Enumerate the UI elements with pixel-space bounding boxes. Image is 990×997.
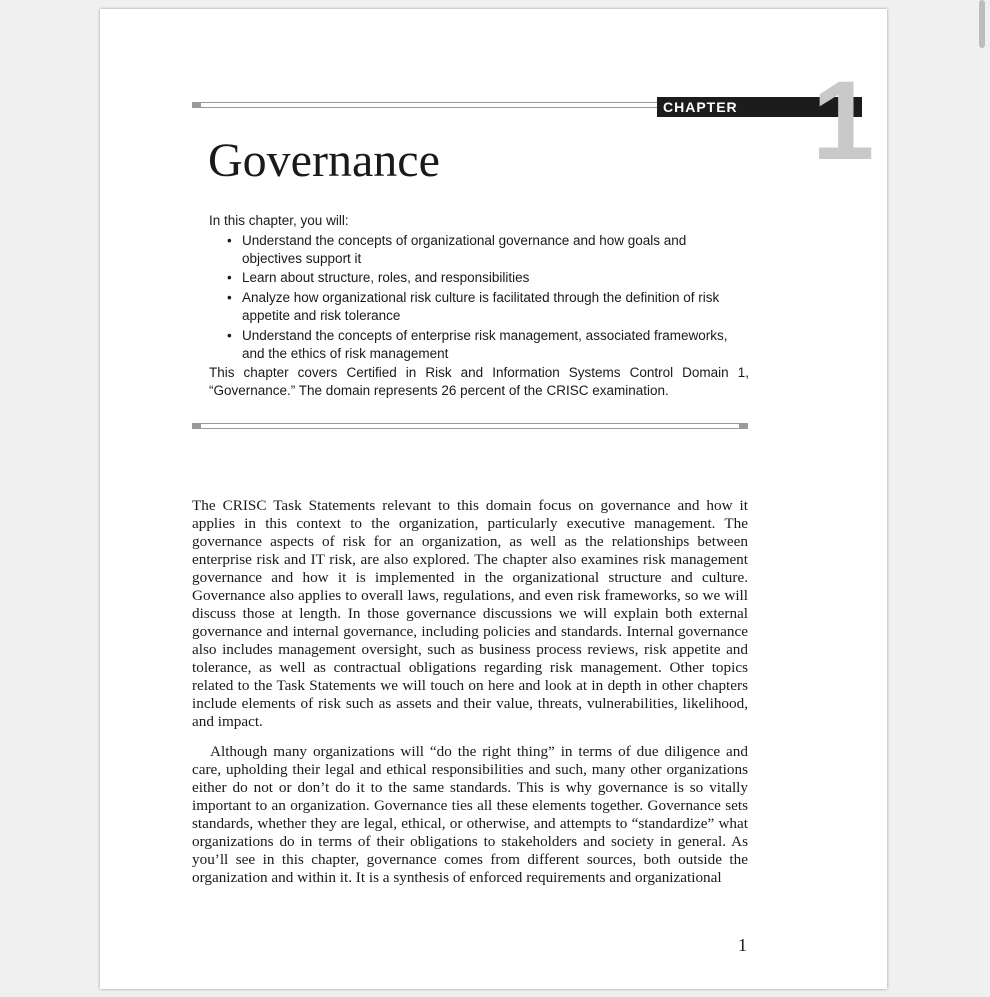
objectives-intro: In this chapter, you will: — [209, 213, 349, 228]
document-page — [100, 9, 887, 989]
objectives-list — [209, 232, 749, 363]
chapter-label: CHAPTER — [657, 97, 862, 117]
domain-coverage-note: This chapter covers Certified in Risk and Information Systems Control Domain 1, “Governance.” The domain represents 26 percent of the CRISC examination. — [209, 365, 749, 399]
scrollbar[interactable] — [974, 0, 990, 997]
objective-item: • Analyze how organizational risk culture is facilitated through the definition of risk appetite and risk tolerance — [242, 289, 749, 325]
chapter-title: Governance — [208, 134, 440, 187]
objectives-bottom-rule — [192, 423, 748, 429]
chapter-header-rule — [192, 102, 658, 108]
objective-item: • Understand the concepts of organizational governance and how goals and objectives support it — [242, 232, 749, 268]
body-paragraph: Although many organizations will “do the right thing” in terms of due diligence and care, upholding their legal and ethical responsibilities and such, many other organizations either do not or don’t do it to the same standards. This is why governance is so vitally important to an organization. Governance ties all these elements together. Governance sets standards, whether they are legal, ethical, or otherwise, and attempts to “standardize” what organizations do in terms of their obligations to stakeholders and society in general. As you’ll see in this chapter, governance comes from different sources, both outside the organization and within it. It is a synthesis of enforced requirements and organizational — [192, 743, 748, 886]
body-text — [192, 497, 748, 899]
chapter-number: 1 — [812, 58, 875, 183]
objective-item: • Understand the concepts of enterprise risk management, associated frameworks, and the ethics of risk management — [242, 327, 749, 363]
chapter-objectives — [209, 212, 749, 400]
page-number: 1 — [738, 935, 747, 955]
objective-item: • Learn about structure, roles, and responsibilities — [242, 269, 749, 287]
body-paragraph: The CRISC Task Statements relevant to this domain focus on governance and how it applies in this context to the organization, particularly executive management. The governance aspects of risk for an organization, as well as the relationships between enterprise risk and IT risk, are also explored. The chapter also examines risk management governance and how it is implemented in the organizational structure and culture. Governance also applies to overall laws, regulations, and even risk frameworks, so we will discuss those at length. In those governance discussions we will explain both external governance and internal governance, including policies and standards. Internal governance also includes management oversight, such as business process reviews, risk appetite and tolerance, as well as contractual obligations regarding risk management. Other topics related to the Task Statements we will touch on here and look at in depth in other chapters include elements of risk such as assets and their value, threats, vulnerabilities, likelihood, and impact. — [192, 497, 748, 730]
scrollbar-thumb[interactable] — [979, 0, 985, 48]
